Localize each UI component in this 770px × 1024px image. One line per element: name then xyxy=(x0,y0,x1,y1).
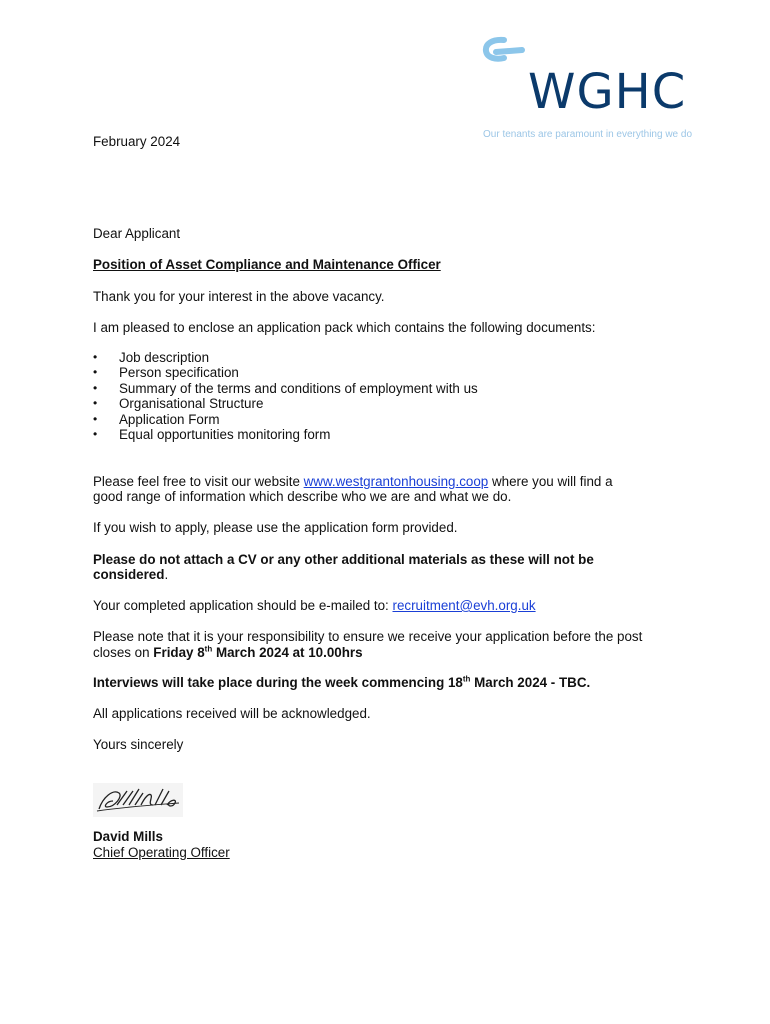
website-link[interactable]: www.westgrantonhousing.coop xyxy=(303,474,489,489)
bullet: • xyxy=(93,350,98,364)
closing: Yours sincerely xyxy=(93,737,184,752)
wghc-logo xyxy=(482,36,704,144)
paragraph-apply: If you wish to apply, please use the application form provided. xyxy=(93,520,458,535)
email-link[interactable]: recruitment@evh.org.uk xyxy=(392,598,536,613)
bullet: • xyxy=(93,396,98,411)
documents-list xyxy=(93,350,478,442)
signatory-title: Chief Operating Officer xyxy=(93,845,230,860)
list-item: • Application Form xyxy=(93,411,220,427)
salutation: Dear Applicant xyxy=(93,226,181,241)
list-item: • Summary of the terms and conditions of employment with us xyxy=(93,380,478,396)
no-cv-line2: considered. xyxy=(93,567,169,582)
bullet: • xyxy=(93,427,98,442)
paragraph-acknowledged: All applications received will be acknowledged. xyxy=(93,706,371,721)
logo-tagline: Our tenants are paramount in everything we do xyxy=(483,129,693,140)
no-cv-line1: Please do not attach a CV or any other additional materials as these will not be xyxy=(93,552,594,567)
deadline-line1: Please note that it is your responsibility to ensure we receive your application before the post xyxy=(93,629,643,644)
paragraph-website-line2: good range of information which describe who we are and what we do. xyxy=(93,489,512,504)
paragraph-email: Your completed application should be e-mailed to: recruitment@evh.org.uk xyxy=(93,598,536,613)
deadline-line2: closes on Friday 8th March 2024 at 10.00hrs xyxy=(93,644,363,660)
paragraph-enclose: I am pleased to enclose an application pack which contains the following documents: xyxy=(93,320,596,335)
logo-wordmark: WGHC xyxy=(528,64,687,120)
subject-heading: Position of Asset Compliance and Maintenance Officer xyxy=(93,257,441,272)
list-item: • Equal opportunities monitoring form xyxy=(93,427,331,443)
list-item: • Job description xyxy=(93,350,210,365)
bullet: • xyxy=(93,380,98,395)
letter-date: February 2024 xyxy=(93,134,181,149)
paragraph-website-line1: Please feel free to visit our website www.westgrantonhousing.coop where you will find a xyxy=(93,474,613,489)
list-item: • Organisational Structure xyxy=(93,396,264,412)
handwritten-signature xyxy=(93,783,183,817)
interviews-note: Interviews will take place during the week commencing 18th March 2024 - TBC. xyxy=(93,674,591,690)
list-item: • Person specification xyxy=(93,365,239,381)
paragraph-thanks: Thank you for your interest in the above vacancy. xyxy=(93,289,385,304)
bullet: • xyxy=(93,365,98,380)
signatory-name: David Mills xyxy=(93,829,163,844)
logo-swoosh-icon xyxy=(482,36,526,72)
bullet: • xyxy=(93,411,98,426)
